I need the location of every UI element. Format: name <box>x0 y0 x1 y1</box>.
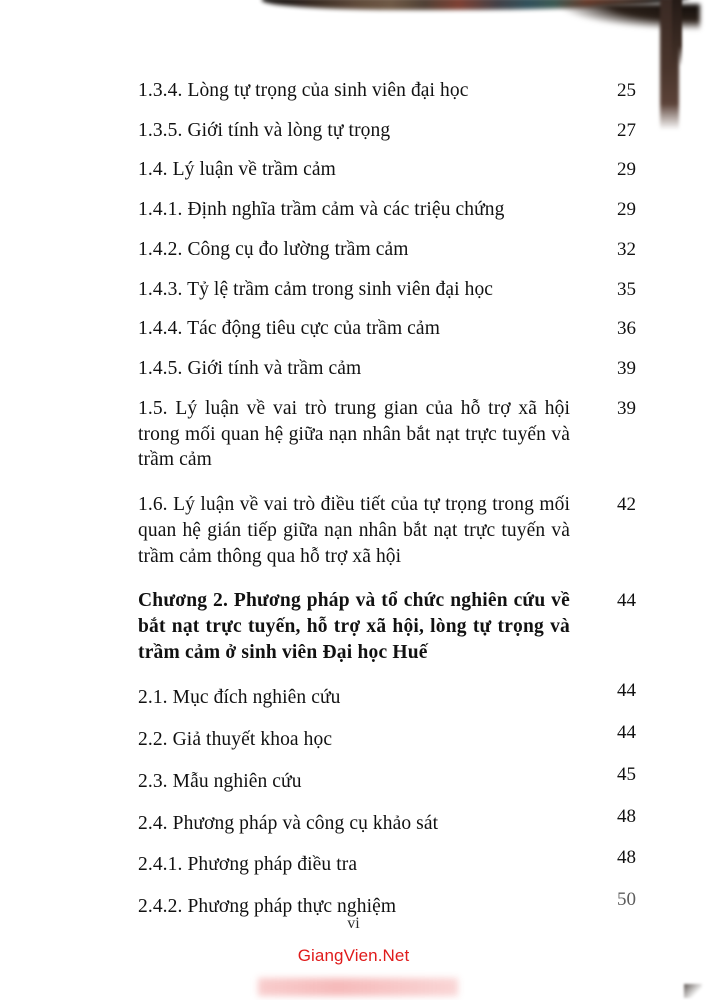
toc-entry-page-number: 36 <box>617 318 636 340</box>
toc-entry-page-number: 29 <box>617 159 636 181</box>
toc-entry-title: 1.4.3. Tỷ lệ trầm cảm trong sinh viên đại học <box>138 278 494 300</box>
toc-entry-page-number: 32 <box>617 238 636 260</box>
toc-entry-page-number: 45 <box>617 763 636 785</box>
toc-entry-page-number: 27 <box>617 119 636 141</box>
toc-entry[interactable] <box>138 118 636 144</box>
toc-entry-title: 1.4.1. Định nghĩa trầm cảm và các triệu chứng <box>138 199 505 221</box>
toc-entry-title: Chương 2. Phương pháp và tổ chức nghiên cứu về bắt nạt trực tuyến, hỗ trợ xã hội, lòng tự trọng và trầm cảm ở sinh viên Đại học Huế <box>138 590 570 663</box>
toc-entry-title: 2.3. Mẫu nghiên cứu <box>138 770 302 792</box>
page-folio: vi <box>347 915 360 932</box>
toc-entry-page-number: 48 <box>617 805 636 827</box>
toc-entry-title: 1.3.5. Giới tính và lòng tự trọng <box>138 119 391 141</box>
toc-entry[interactable] <box>138 316 636 342</box>
toc-entry[interactable] <box>138 492 636 569</box>
toc-entry[interactable] <box>138 763 636 795</box>
toc-entry-title: 2.1. Mục đích nghiên cứu <box>138 687 341 709</box>
toc-entry-page-number: 39 <box>617 358 636 380</box>
toc-entry[interactable] <box>138 847 636 878</box>
watermark-bleed-through <box>258 978 458 996</box>
toc-entry-page-number: 39 <box>617 397 636 419</box>
toc-entry-title: 2.4.2. Phương pháp thực nghiệm <box>138 896 397 918</box>
toc-entry-title: 1.4. Lý luận về trầm cảm <box>138 159 336 181</box>
toc-entry-page-number: 44 <box>617 680 636 702</box>
toc-entry-title: 2.4.1. Phương pháp điều tra <box>138 854 358 876</box>
toc-entry-page-number: 48 <box>617 847 636 869</box>
toc-entry-page-number: 25 <box>617 80 636 101</box>
toc-entry[interactable] <box>138 78 636 104</box>
toc-entry-title: 1.4.4. Tác động tiêu cực của trầm cảm <box>138 318 440 340</box>
toc-entry[interactable] <box>138 157 636 183</box>
toc-entry[interactable] <box>138 722 636 753</box>
toc-entry[interactable] <box>138 680 636 711</box>
table-of-contents <box>138 78 636 936</box>
toc-entry-title: 2.4. Phương pháp và công cụ khảo sát <box>138 812 439 834</box>
toc-entry-page-number: 29 <box>617 199 636 221</box>
toc-entry[interactable] <box>138 588 636 665</box>
photo-right-dark-edge-inner <box>672 0 682 66</box>
toc-entry-title: 1.6. Lý luận về vai trò điều tiết của tự trọng trong mối quan hệ gián tiếp giữa nạn nhân bắt nạt trực tuyến và trầm cảm thông qua hỗ trợ xã hội <box>138 494 570 567</box>
toc-entry[interactable] <box>138 197 636 223</box>
toc-entry-title: 1.3.4. Lòng tự trọng của sinh viên đại học <box>138 80 469 101</box>
photo-bottom-right-shadow <box>684 984 702 998</box>
toc-entry-page-number: 42 <box>617 494 636 516</box>
toc-entry-page-number: 44 <box>617 722 636 744</box>
toc-entry-title: 2.2. Giả thuyết khoa học <box>138 729 333 751</box>
toc-entry[interactable] <box>138 396 636 473</box>
toc-entry[interactable] <box>138 356 636 382</box>
toc-entry-page-number: 44 <box>617 590 636 612</box>
toc-entry[interactable] <box>138 237 636 263</box>
toc-entry-page-number: 35 <box>617 278 636 300</box>
toc-entry-title: 1.5. Lý luận về vai trò trung gian của hỗ trợ xã hội trong mối quan hệ giữa nạn nhân bắt nạt trực tuyến và trầm cảm <box>138 397 570 471</box>
toc-entry-title: 1.4.5. Giới tính và trầm cảm <box>138 358 362 380</box>
toc-entry[interactable] <box>138 277 636 303</box>
site-watermark: GiangVien.Net <box>297 946 410 965</box>
toc-entry-title: 1.4.2. Công cụ đo lường trầm cảm <box>138 238 409 260</box>
toc-entry-page-number: 50 <box>617 889 636 911</box>
toc-entry[interactable] <box>138 805 636 837</box>
